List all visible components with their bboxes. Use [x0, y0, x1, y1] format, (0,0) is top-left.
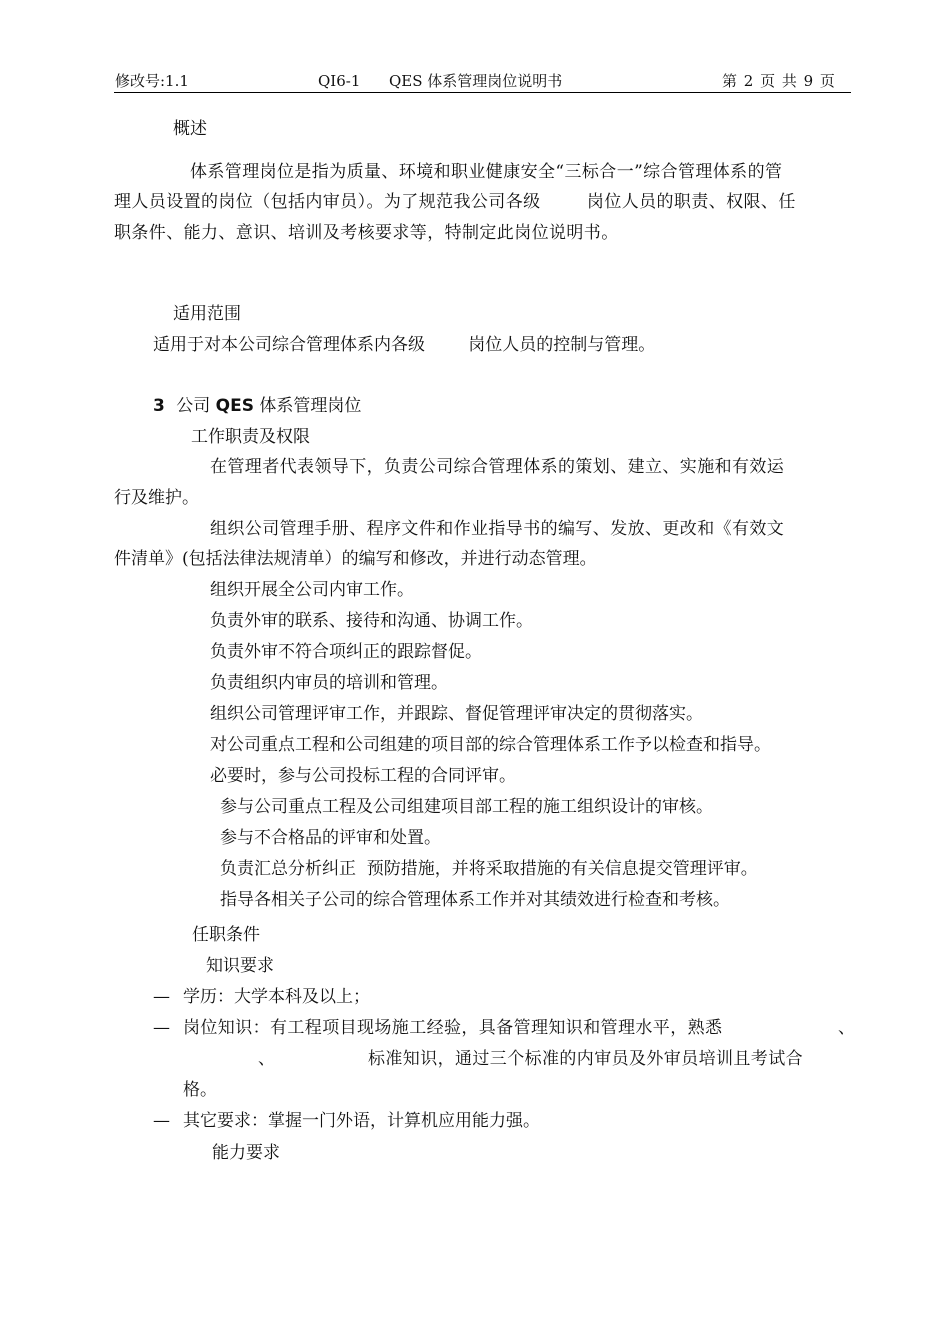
- page-header: [0, 0, 950, 96]
- page-number: 第 2 页 共 9 页: [722, 72, 836, 90]
- duty-line: 负责外审不符合项纠正的跟踪督促。: [210, 642, 482, 662]
- requirement-knowledge-separator: 、: [258, 1049, 275, 1069]
- requirement-knowledge-line-1: 岗位知识：有工程项目现场施工经验，具备管理知识和管理水平，熟悉: [183, 1018, 723, 1038]
- revision-number: 修改号:1.1: [115, 72, 189, 90]
- requirement-other: 其它要求：掌握一门外语，计算机应用能力强。: [183, 1111, 540, 1131]
- qualification-heading: 任职条件: [192, 925, 260, 945]
- scope-heading: 适用范围: [173, 304, 241, 324]
- section-3-title-qes: QES: [215, 396, 254, 416]
- scope-text: 适用于对本公司综合管理体系内各级 岗位人员的控制与管理。: [153, 335, 656, 355]
- dash-bullet: —: [153, 987, 170, 1007]
- overview-heading: 概述: [173, 119, 207, 139]
- overview-line-3: 职条件、能力、意识、培训及考核要求等，特制定此岗位说明书。: [114, 223, 619, 243]
- duty-line: 参与公司重点工程及公司组建项目部工程的施工组织设计的审核。: [220, 797, 713, 817]
- duty-line: 对公司重点工程和公司组建的项目部的综合管理体系工作予以检查和指导。: [210, 735, 771, 755]
- duty-line: 负责汇总分析纠正 预防措施，并将采取措施的有关信息提交管理评审。: [220, 859, 758, 879]
- requirement-education: 学历：大学本科及以上；: [183, 987, 370, 1007]
- duty-line: 组织开展全公司内审工作。: [210, 580, 414, 600]
- knowledge-heading: 知识要求: [206, 956, 274, 976]
- dash-bullet: —: [153, 1111, 170, 1131]
- requirement-knowledge-line-2: 标准知识，通过三个标准的内审员及外审员培训且考试合: [368, 1049, 803, 1069]
- duties-heading: 工作职责及权限: [191, 427, 310, 447]
- section-3-title: [153, 394, 361, 418]
- header-divider: [114, 92, 851, 93]
- overview-line-1: 体系管理岗位是指为质量、环境和职业健康安全“三标合一”综合管理体系的管: [190, 162, 783, 182]
- duty-line: 组织公司管理手册、程序文件和作业指导书的编写、发放、更改和《有效文: [210, 519, 785, 539]
- ability-heading: 能力要求: [212, 1143, 280, 1163]
- requirement-knowledge-line-3: 格。: [183, 1080, 217, 1100]
- duty-line: 在管理者代表领导下，负责公司综合管理体系的策划、建立、实施和有效运: [210, 457, 785, 477]
- section-3-title-pre: 公司: [176, 396, 211, 416]
- requirement-knowledge-separator: 、: [838, 1018, 855, 1038]
- section-3-number: 3: [153, 396, 165, 416]
- duty-line: 负责外审的联系、接待和沟通、协调工作。: [210, 611, 533, 631]
- duty-line: 件清单》(包括法律法规清单）的编写和修改，并进行动态管理。: [114, 549, 597, 569]
- duty-line: 负责组织内审员的培训和管理。: [210, 673, 448, 693]
- overview-line-2: 理人员设置的岗位（包括内审员）。为了规范我公司各级 岗位人员的职责、权限、任: [114, 192, 796, 212]
- document-title: QI6-1 QES 体系管理岗位说明书: [318, 72, 563, 90]
- dash-bullet: —: [153, 1018, 170, 1038]
- duty-line: 组织公司管理评审工作，并跟踪、督促管理评审决定的贯彻落实。: [210, 704, 703, 724]
- duty-line: 行及维护。: [114, 488, 199, 508]
- section-3-title-post: 体系管理岗位: [259, 396, 362, 416]
- duty-line: 指导各相关子公司的综合管理体系工作并对其绩效进行检查和考核。: [220, 890, 730, 910]
- duty-line: 必要时，参与公司投标工程的合同评审。: [210, 766, 516, 786]
- duty-line: 参与不合格品的评审和处置。: [220, 828, 441, 848]
